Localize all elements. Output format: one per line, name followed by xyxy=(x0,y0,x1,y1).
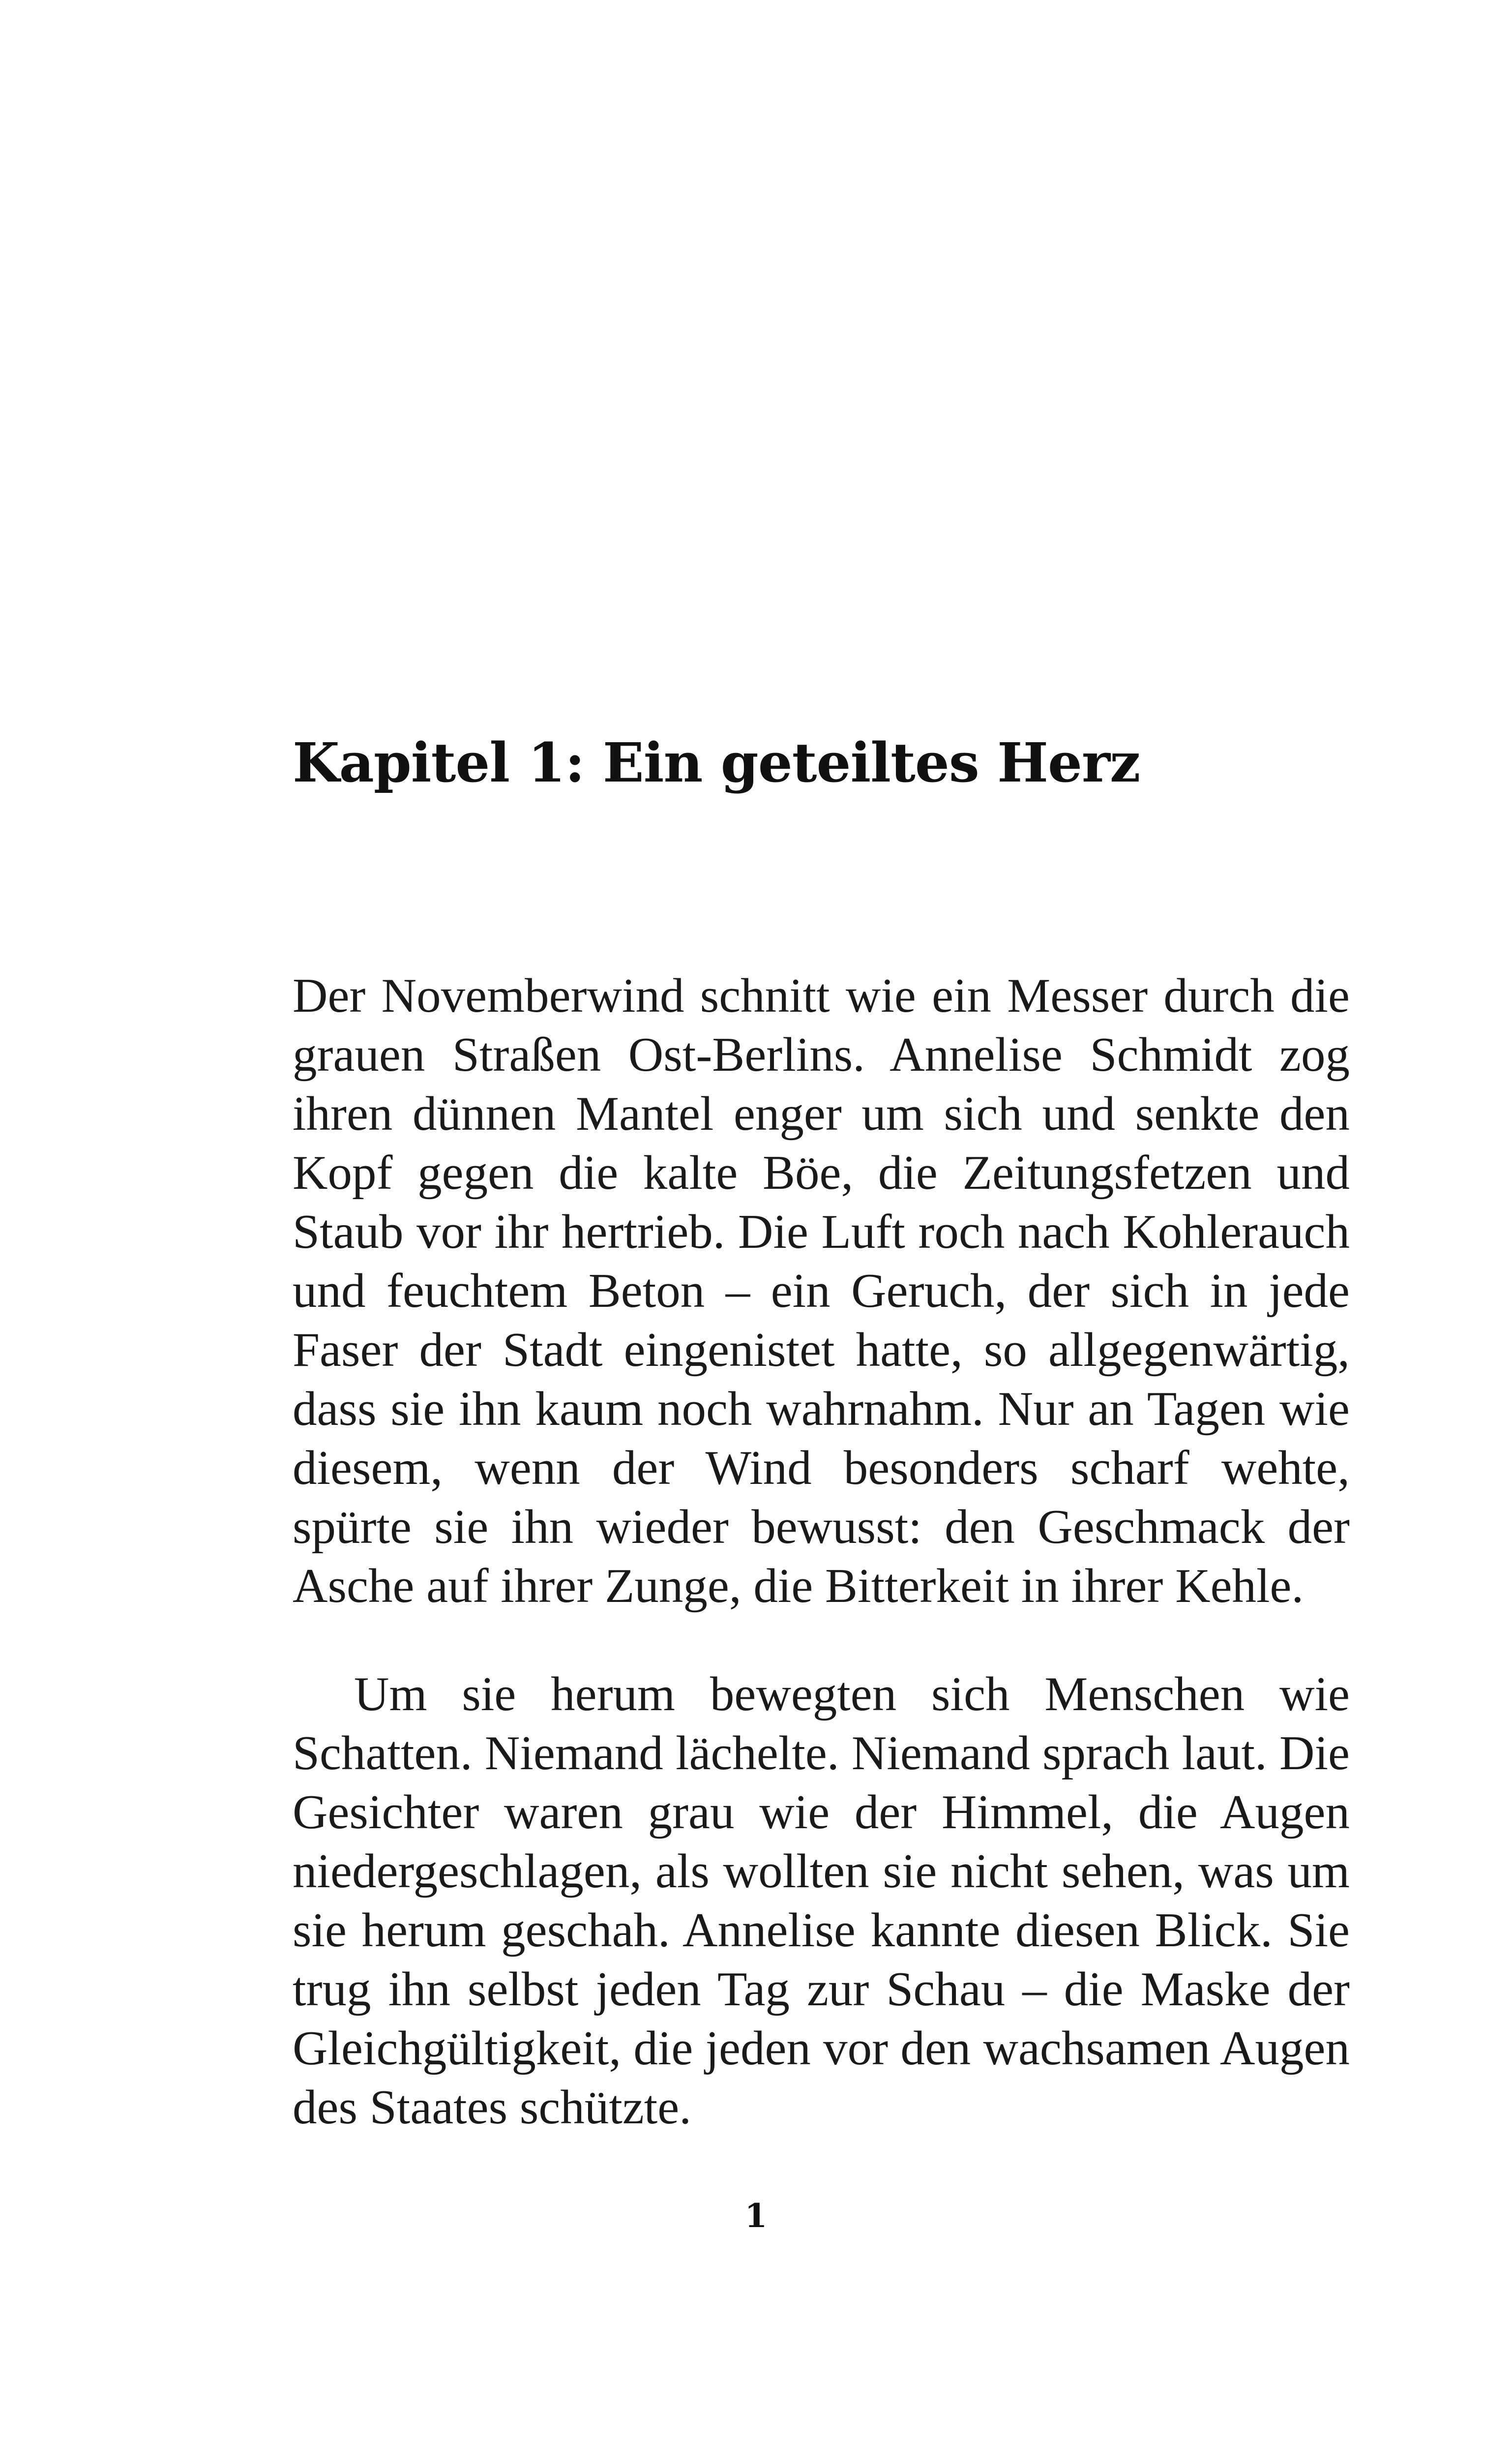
paragraph-1: Der Novemberwind schnitt wie ein Messer durch die grauen Straßen Ost-Berlins. Annelise Schmidt zog ihren dünnen Mantel enger um sich und senkte den Kopf gegen die kalte Böe, die Zeitungsfetzen und Staub vor ihr hertrieb. Die Luft roch nach Kohlerauch und feuchtem Beton – ein Geruch, der sich in jede Faser der Stadt eingenistet hatte, so allgegenwärtig, dass sie ihn kaum noch wahrnahm. Nur an Tagen wie diesem, wenn der Wind besonders scharf wehte, spürte sie ihn wieder bewusst: den Geschmack der Asche auf ihrer Zunge, die Bitterkeit in ihrer Kehle. xyxy=(293,969,1350,1613)
page-number: 1 xyxy=(744,2197,768,2235)
paragraph-2: Um sie herum bewegten sich Menschen wie Schatten. Niemand lächelte. Niemand sprach laut. Die Gesichter waren grau wie der Himmel, die Augen niedergeschlagen, als wollten sie nicht sehen, was um sie herum geschah. Annelise kannte diesen Blick. Sie trug ihn selbst jeden Tag zur Schau – die Maske der Gleichgültigkeit, die jeden vor den wachsamen Augen des Staates schützte. xyxy=(293,1667,1350,2134)
chapter-body xyxy=(293,966,1350,2137)
chapter-title: Kapitel 1: Ein geteiltes Herz xyxy=(293,731,1140,794)
